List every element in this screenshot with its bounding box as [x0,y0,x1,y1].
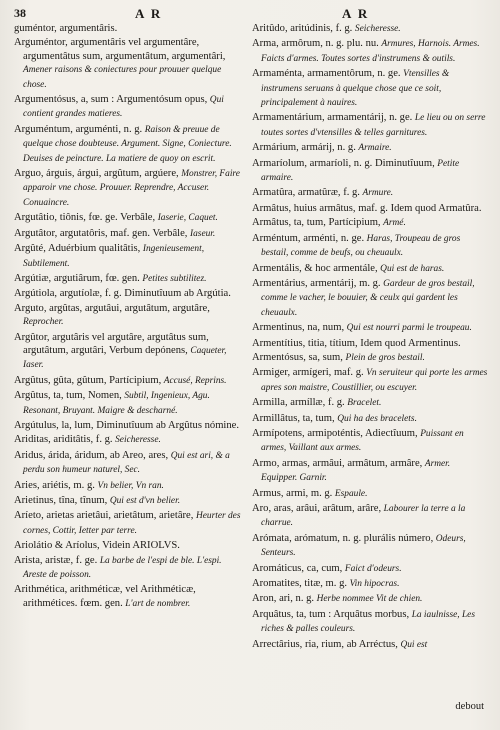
entry-headword: Armentális, & hoc armentále, [252,262,378,274]
entry-headword: Armo, armas, armâui, armâtum, armâre, [252,457,423,469]
entry-headword: Arguo, árguis, árgui, argûtum, argúere, [14,168,179,180]
entry-french-gloss: Bracelet. [347,398,382,409]
dictionary-entry [14,433,246,447]
dictionary-entry [252,608,488,637]
entry-french-gloss: Reprocher. [23,317,64,328]
entry-headword: Aries, ariétis, m. g. [14,479,95,491]
entry-headword: Aridus, árida, áridum, ab Areo, ares, [14,449,169,461]
entry-french-gloss: Qui ha des bracelets. [337,413,417,424]
entry-french-gloss: Qui contient grandes matieres. [23,95,224,120]
dictionary-entry [252,351,488,365]
entry-french-gloss: Seicheresse. [354,24,401,34]
entry-headword: Armentárius, armentárij, m. g. [252,277,381,289]
entry-french-gloss: Armures, Harnois. Armes. Faicts d'armes. Toutes sortes d'instrumens & outils. [261,39,480,64]
entry-headword: Arista, aristæ, f. ge. [14,554,98,566]
dictionary-entry [14,539,246,552]
entry-headword: Arméntum, arménti, n. ge. [252,232,365,244]
dictionary-entry [14,494,246,508]
entry-headword: Armípotens, armipoténtis, Adiectîuum, [252,427,418,439]
entry-headword: Argûtor, argutâris vel argutâre, argutâtus sum, argutâtum, argutâri, Verbum depónens, [14,331,209,356]
entry-headword: Ariditas, ariditâtis, f. g. [14,434,113,446]
dictionary-entry [14,449,246,478]
dictionary-entry [252,457,488,486]
dictionary-entry [252,396,488,410]
dictionary-entry [14,36,246,92]
entry-french-gloss: Ingenieusement, Subtilement. [23,244,205,269]
dictionary-entry [14,167,246,210]
entry-french-gloss: Gardeur de gros bestail, comme le vacher, le bouuier, & ceulx qui gardent les cheuaulx. [261,278,475,318]
dictionary-entry [252,216,488,230]
dictionary-entry [14,331,246,373]
entry-french-gloss: Espaule. [334,488,368,499]
entry-french-gloss: Puissant en armes, Vaillant aux armes. [261,428,464,454]
entry-headword: Argutâtor, argutatôris, maf. gen. Verbâle, [14,227,188,239]
entry-headword: Argûtus, ta, tum, Nomen, [14,390,122,402]
dictionary-entry [252,141,488,155]
dictionary-entry [14,419,246,432]
entry-french-gloss: Armer. Equipper. Garnir. [261,458,451,484]
entry-french-gloss: Vn seruiteur qui porte les armes apres son maistre, Coustillier, ou escuyer. [261,368,488,393]
entry-french-gloss: Amener raisons & coniectures pour prouuer quelque chose. [23,65,222,90]
entry-french-gloss: Iaserie, Caquet. [157,213,218,224]
entry-headword: Armillâtus, ta, tum, [252,412,335,424]
entry-headword: Aritûdo, aritúdinis, f. g. [252,23,353,34]
entry-headword: Aro, aras, arâui, arâtum, arâre, [252,503,382,514]
entry-headword: Armâtus, ta, tum, Partícipium, [252,217,381,229]
entry-french-gloss: Armé. [383,218,406,229]
dictionary-entry [14,93,246,122]
dictionary-entry [252,487,488,501]
entry-headword: Argutâtio, tiônis, fœ. ge. Verbâle, [14,212,156,224]
entry-headword: Aron, ari, n. g. [252,593,315,605]
entry-french-gloss: Accusé, Reprins. [163,375,227,386]
entry-headword: Armiger, armígeri, maf. g. [252,367,364,379]
dictionary-entry [14,583,246,611]
dictionary-entry [14,211,246,225]
entry-french-gloss: Le lieu ou on serre toutes sortes d'vtensilles & telles garnitures. [261,113,486,138]
entry-headword: Argûté, Aduérbium qualitâtis, [14,243,141,255]
entry-headword: Arguto, argûtas, argutâui, argutâtum, argutâre, [14,302,210,314]
entry-french-gloss: Caqueter, Iaser. [23,345,227,371]
right-column-heading: A R [342,6,370,21]
entry-french-gloss: Qui est ari, & a perdu son humeur naturel, Sec. [23,450,230,476]
dictionary-entry [252,412,488,426]
dictionary-entry [252,638,488,652]
dictionary-entry [252,157,488,186]
entry-headword: Argútiæ, argutiârum, fœ. gen. [14,272,140,284]
entry-headword: Argútiola, argutíolæ, f. g. Diminutîuum ab Argútia. [14,288,231,300]
entry-french-gloss: Raison & preuue de quelque chose doubteuse. Argument. Signe, Coniecture. Deuises de peincture. La matiere de quoy on escrit. [23,124,232,164]
entry-french-gloss: Qui est d'vn belier. [109,496,181,506]
dictionary-entry [14,123,246,166]
dictionary-entry [14,287,246,300]
dictionary-entry [14,242,246,271]
entry-french-gloss: Qui est de haras. [380,263,445,274]
left-column-heading: A R [135,6,163,21]
entry-french-gloss: Monstrer, Faire apparoir vne chose. Prouuer. Reprendre, Accuser. Conuaincre. [23,169,240,208]
entry-french-gloss: Petites subtilitez. [142,273,207,284]
entry-headword: Armentósus, sa, sum, [252,351,343,363]
dictionary-entry [14,227,246,241]
dictionary-entry [14,302,246,330]
entry-headword: Argumentósus, a, sum : Argumentósum opus, [14,94,208,106]
entry-headword: Arrectârius, ria, rium, ab Arréctus, [252,638,398,650]
dictionary-entry [14,389,246,418]
dictionary-entry [252,366,488,395]
entry-french-gloss: Vn belier, Vn ran. [97,480,164,491]
dictionary-entry [252,532,488,561]
dictionary-entry [252,202,488,215]
dictionary-entry [252,577,488,591]
entry-headword: Armus, armi, m. g. [252,487,333,499]
entry-french-gloss: Qui est nourri parmi le troupeau. [346,323,472,334]
entry-headword: Argûtus, gûta, gûtum, Partícipium, [14,374,162,386]
entry-french-gloss: Armure. [362,188,394,199]
entry-headword: Argútulus, la, lum, Diminutîuum ab Argûtus nómine. [14,419,240,431]
entry-headword: Armárium, armárij, n. g. [252,142,356,154]
entry-headword: Arquâtus, ta, tum : Arquâtus morbus, [252,608,410,620]
entry-headword: Arguméntor, argumentâris vel argumentâre, argumentâtus sum, argumentâtum, argumentâri, [14,37,226,62]
entry-headword: Aromáticus, ca, cum, [252,562,343,574]
dictionary-entry [252,22,488,36]
dictionary-entry [14,374,246,388]
entry-headword: Armamentárium, armamentárij, n. ge. [252,112,413,124]
entry-headword: Armâtus, huius armâtus, maf. g. Idem quod Armatûra. [252,202,482,214]
entry-french-gloss: Plein de gros bestail. [345,352,425,363]
entry-headword: Aromatites, titæ, m. g. [252,578,348,590]
entry-french-gloss: La iaulnisse, Les riches & palles couleurs. [261,609,475,635]
entry-headword: Armilla, armíllæ, f. g. [252,397,345,409]
dictionary-entry [252,186,488,200]
entry-french-gloss: Petite armaire. [261,158,460,184]
dictionary-entry [252,502,488,531]
entry-french-gloss: Armaire. [358,143,392,154]
entry-headword: Arietinus, tîna, tînum, [14,495,108,506]
dictionary-entry [252,427,488,456]
dictionary-entry [252,592,488,606]
dictionary-entry [14,272,246,286]
right-column [252,22,488,653]
entry-french-gloss: Haras, Troupeau de gros bestail, comme de beufs, ou cheuaulx. [261,233,461,259]
dictionary-entry [252,277,488,320]
entry-headword: Armaménta, armamentôrum, n. ge. [252,68,401,80]
dictionary-entry [252,37,488,66]
entry-headword: Arma, armôrum, n. g. plu. nu. [252,38,379,50]
dictionary-entry [252,262,488,276]
dictionary-entry [252,321,488,335]
entry-french-gloss: Vin hipocras. [349,579,400,590]
running-header [0,6,500,22]
entry-headword: Arithmética, arithméticæ, vel Arithméticæ, arithmétices. fœm. gen. [14,584,196,609]
entry-french-gloss: L'art de nombrer. [125,598,191,609]
dictionary-entry [252,111,488,140]
entry-headword: Arguméntum, arguménti, n. g. [14,123,143,135]
dictionary-entry [14,479,246,493]
entry-french-gloss: Odeurs, Senteurs. [261,533,466,559]
dictionary-entry [252,232,488,261]
entry-headword: Armentinus, na, num, [252,322,345,334]
entry-french-gloss: Subtil, Ingenieux, Agu. Resonant, Bruyant. Maigre & descharné. [23,391,210,416]
entry-headword: guméntor, argumentâris. [14,23,118,34]
entry-french-gloss: Labourer la terre a la charrue. [261,504,466,529]
entry-french-gloss: Seicheresse. [115,435,161,446]
entry-french-gloss: Iaseur. [190,228,216,239]
entry-french-gloss: La barbe de l'espi de ble. L'espi. Areste de poisson. [23,555,222,581]
page-number: 38 [14,6,26,20]
entry-headword: Arómata, arómatum, n. g. plurális número, [252,532,434,544]
entry-french-gloss: Herbe nommee Vit de chien. [316,594,423,605]
dictionary-entry [252,562,488,576]
entry-headword: Ariolátio & Aríolus, Videin ARIOLVS. [14,540,180,552]
entry-headword: Armentítius, titia, títium, Idem quod Armentinus. [252,337,461,349]
dictionary-entry [252,337,488,350]
dictionary-entry [14,509,246,538]
entry-french-gloss: Qui est [400,639,428,650]
entry-french-gloss: Vtensilles & instrumens seruans à quelque chose que ce soit, principalement à nauires. [261,69,450,109]
entry-headword: Aríeto, arietas arietâui, arietâtum, arietâre, [14,510,194,522]
catchword: debout [455,701,484,712]
dictionary-entry [14,554,246,583]
left-column [14,22,246,612]
entry-headword: Armaríolum, armaríoli, n. g. Diminutîuum, [252,157,435,169]
entry-french-gloss: Faict d'odeurs. [344,563,402,574]
entry-headword: Armatûra, armatûræ, f. g. [252,187,360,199]
dictionary-entry [252,67,488,110]
dictionary-entry [14,22,246,35]
entry-french-gloss: Heurter des cornes, Cottir, Ietter par terre. [23,511,241,536]
